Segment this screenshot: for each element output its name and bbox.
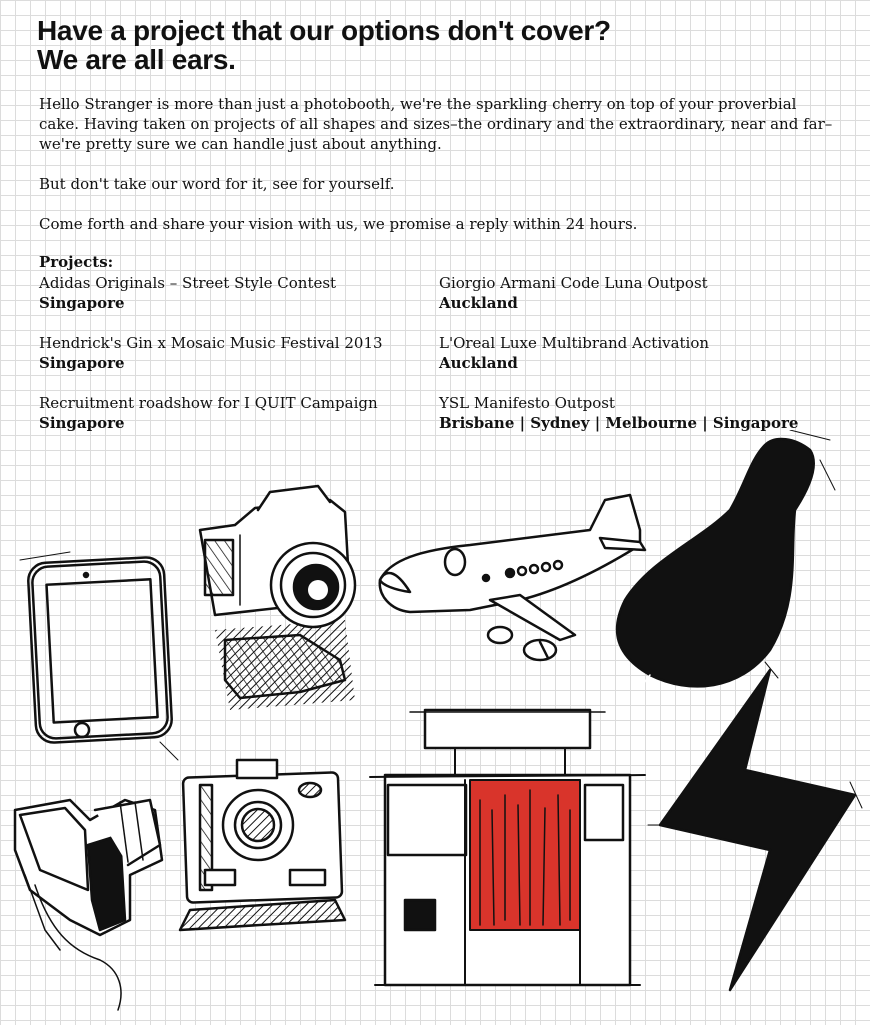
project-location: Singapore [39,354,125,372]
page-heading [37,16,839,74]
airplane-sketch [380,495,645,660]
project-item [439,273,839,313]
project-name: Recruitment roadshow for I QUIT Campaign [39,394,378,412]
intro-paragraph: Hello Stranger is more than just a photobooth, we're the sparkling cherry on top of your proverbial cake. Having taken on projects of all shapes and sizes–the ordinary and the extraordinary, near and far–we're pretty sure we can handle just about anything. [39,95,833,153]
heading-line-2: We are all ears. [37,44,236,75]
instant-camera-sketch [180,760,345,930]
film-camera-sketch [15,800,162,1010]
sketch-illustrations [0,430,870,1025]
project-item [39,333,439,373]
project-location: Brisbane | Sydney | Melbourne | Singapore [439,414,799,432]
project-item [39,273,439,313]
project-name: L'Oreal Luxe Multibrand Activation [439,334,710,352]
project-item [439,393,839,433]
tablet-sketch [20,552,178,760]
intro-paragraph-2: But don't take our word for it, see for yourself. [39,175,395,193]
project-location: Singapore [39,294,125,312]
project-name: Adidas Originals – Street Style Contest [39,274,337,292]
intro-paragraph-3: Come forth and share your vision with us, we promise a reply within 24 hours. [39,215,638,233]
lightning-sketch [648,662,862,990]
camera-sketch [200,486,355,710]
project-location: Auckland [439,354,518,372]
project-name: YSL Manifesto Outpost [439,394,615,412]
projects-list [39,273,839,433]
photobooth-sketch [370,710,645,985]
heading-line-1: Have a project that our options don't cover? [37,15,611,46]
project-location: Singapore [39,414,125,432]
project-name: Hendrick's Gin x Mosaic Music Festival 2013 [39,334,383,352]
project-name: Giorgio Armani Code Luna Outpost [439,274,708,292]
main-content [39,16,839,433]
bottle-sketch [617,430,835,688]
project-location: Auckland [439,294,518,312]
project-item [39,393,439,433]
projects-label: Projects: [39,253,114,271]
project-item [439,333,839,373]
